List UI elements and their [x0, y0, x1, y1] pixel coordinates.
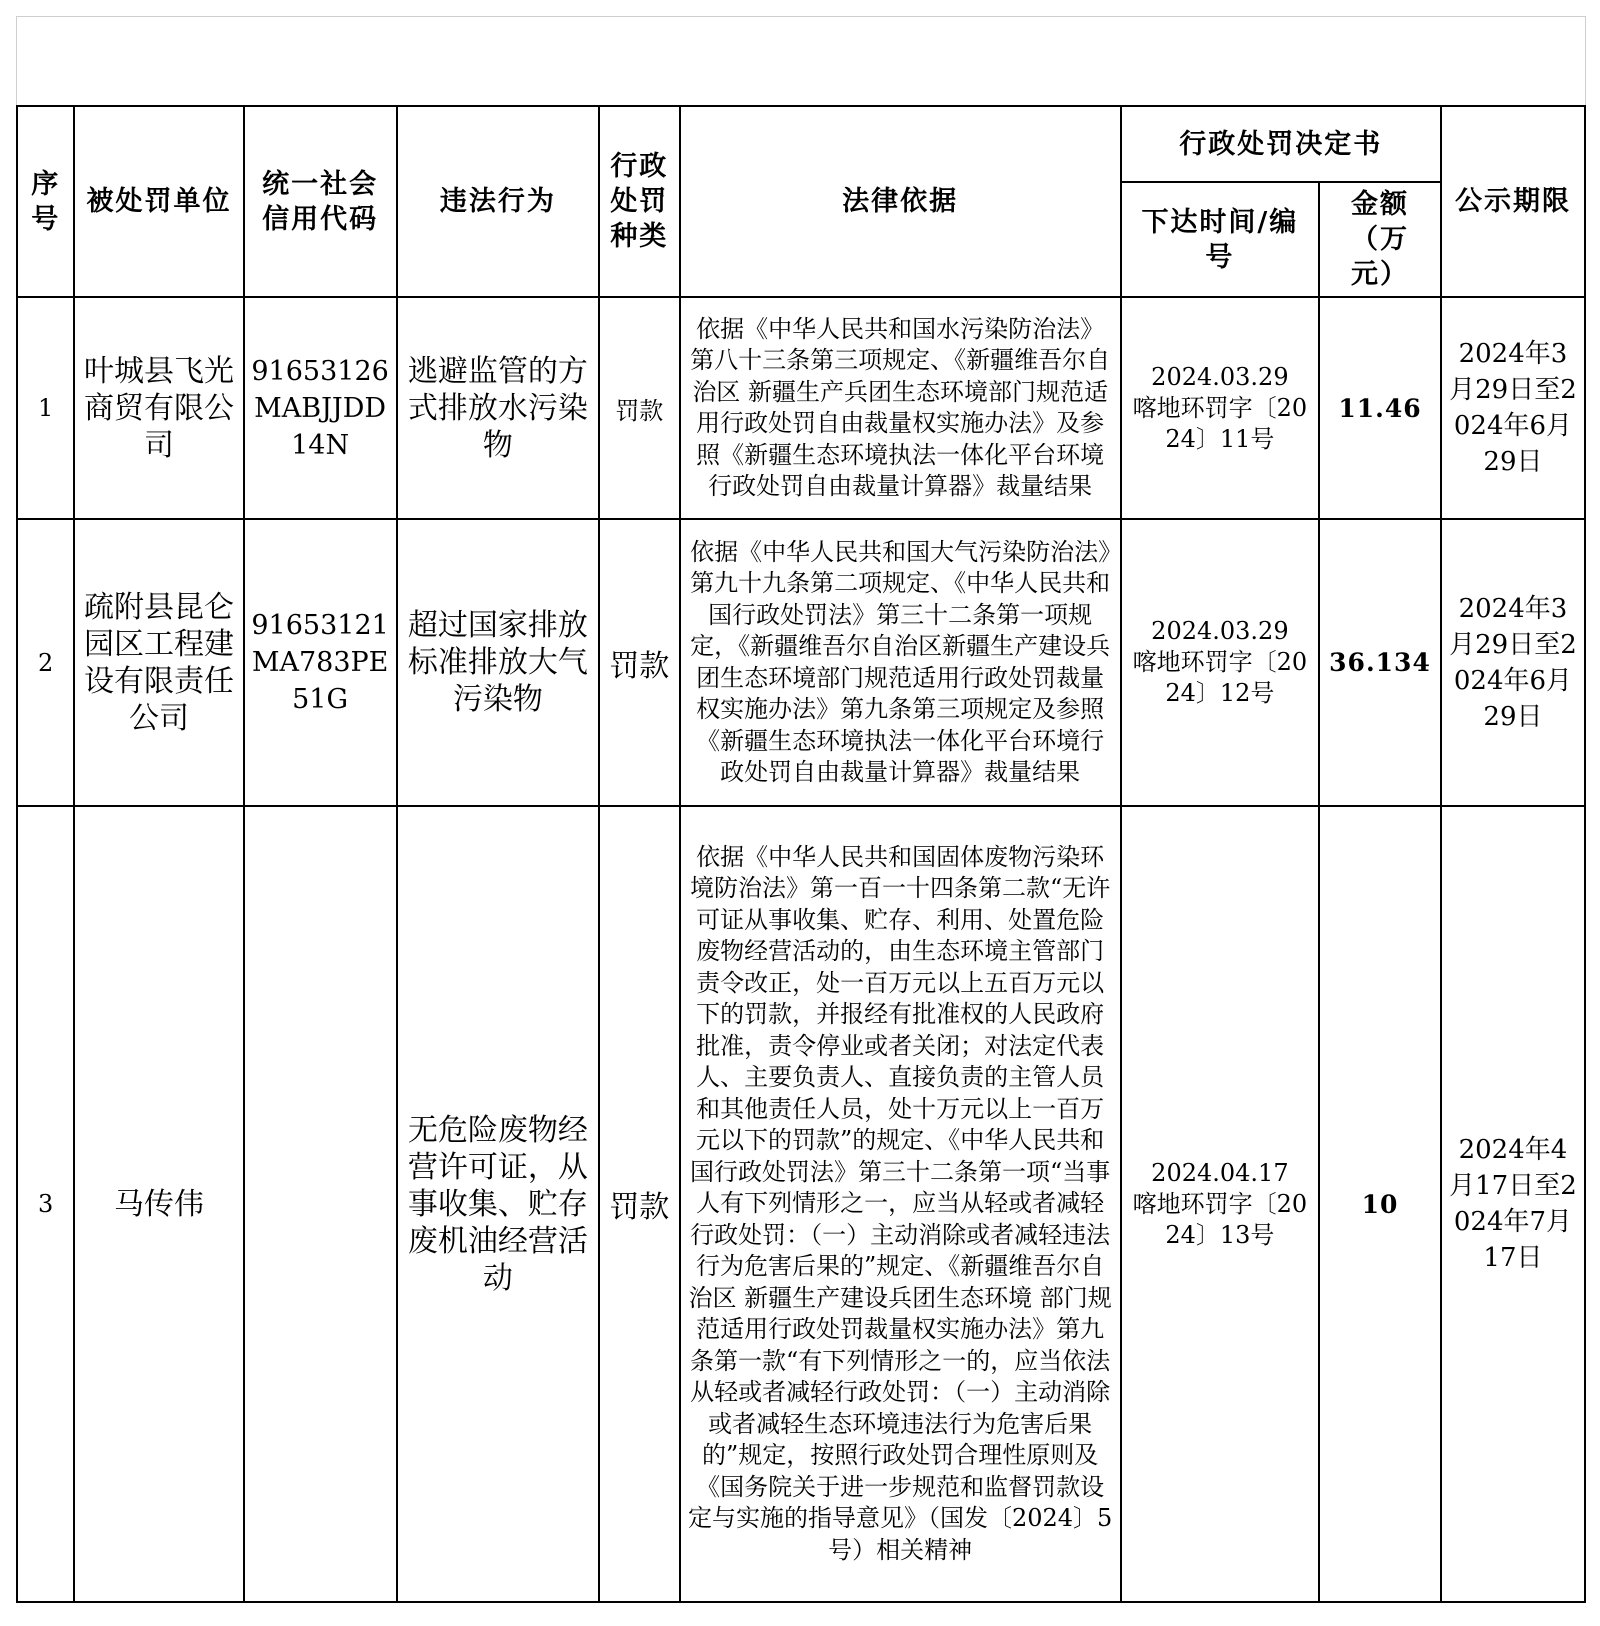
header-row-1 [17, 106, 1585, 182]
row-violation: 无危险废物经营许可证，从事收集、贮存废机油经营活动 [397, 806, 599, 1602]
row-amount: 36.134 [1319, 519, 1441, 806]
row-seq: 2 [17, 519, 74, 806]
row-seq: 1 [17, 297, 74, 519]
row-unit: 疏附县昆仑园区工程建设有限责任公司 [74, 519, 243, 806]
table-title-area [16, 16, 1586, 106]
row-decision-no: 喀地环罚字〔2024〕12号 [1132, 648, 1308, 707]
header-penalty-type: 行政处罚种类 [599, 106, 680, 297]
row-unit: 马传伟 [74, 806, 243, 1602]
row-decision-date: 2024.04.17 [1151, 1158, 1289, 1187]
header-code: 统一社会信用代码 [244, 106, 397, 297]
row-decision [1121, 297, 1319, 519]
row-penalty-type: 罚款 [599, 519, 680, 806]
row-decision [1121, 806, 1319, 1602]
row-amount: 11.46 [1319, 297, 1441, 519]
row-decision-date: 2024.03.29 [1151, 617, 1289, 645]
row-code: 91653126MABJJDD14N [244, 297, 397, 519]
header-decision-group: 行政处罚决定书 [1121, 106, 1441, 182]
header-violation: 违法行为 [397, 106, 599, 297]
row-legal-basis: 依据《中华人民共和国固体废物污染环境防治法》第一百一十四条第二款“无许可证从事收集、贮存、利用、处置危险废物经营活动的，由生态环境主管部门责令改正，处一百万元以上五百万元以下的罚款，并报经有批准权的人民政府批准，责令停业或者关闭；对法定代表人、主要负责人、直接负责的主管人员和其他责任人员，处十万元以上一百万元以下的罚款”的规定、《中华人民共和国行政处罚法》第三十二条第一项“当事人有下列情形之一，应当从轻或者减轻行政处罚：（一）主动消除或者减轻违法行为危害后果的”规定、《新疆维吾尔自治区 新疆生产建设兵团生态环境 部门规范适用行政处罚裁量权实施办法》第九条第一款“有下列情形之一的，应当依法从轻或者减轻行政处罚：（一）主动消除或者减轻生态环境违法行为危害后果的”规定，按照行政处罚合理性原则及《国务院关于进一步规范和监督罚款设定与实施的指导意见》（国发〔2024〕5号）相关精神 [680, 806, 1121, 1602]
row-amount: 10 [1319, 806, 1441, 1602]
row-period: 2024年3月29日至2024年6月29日 [1441, 297, 1585, 519]
header-legal-basis: 法律依据 [680, 106, 1121, 297]
row-unit: 叶城县飞光商贸有限公司 [74, 297, 243, 519]
table-row [17, 519, 1585, 806]
row-violation: 超过国家排放标准排放大气污染物 [397, 519, 599, 806]
header-period: 公示期限 [1441, 106, 1585, 297]
penalty-table [16, 105, 1586, 1603]
header-seq: 序号 [17, 106, 74, 297]
header-decision-time-no: 下达时间/编号 [1121, 182, 1319, 297]
row-legal-basis: 依据《中华人民共和国大气污染防治法》第九十九条第二项规定、《中华人民共和国行政处罚法》第三十二条第一项规定，《新疆维吾尔自治区新疆生产建设兵团生态环境部门规范适用行政处罚裁量权实施办法》第九条第三项规定及参照《新疆生态环境执法一体化平台环境行政处罚自由裁量计算器》裁量结果 [680, 519, 1121, 806]
row-code: 91653121MA783PE51G [244, 519, 397, 806]
row-decision-no: 喀地环罚字〔2024〕11号 [1132, 393, 1308, 453]
row-violation: 逃避监管的方式排放水污染物 [397, 297, 599, 519]
row-period: 2024年4月17日至2024年7月17日 [1441, 806, 1585, 1602]
header-unit: 被处罚单位 [74, 106, 243, 297]
row-seq: 3 [17, 806, 74, 1602]
header-amount: 金额（万元） [1319, 182, 1441, 297]
row-penalty-type: 罚款 [599, 806, 680, 1602]
row-period: 2024年3月29日至2024年6月29日 [1441, 519, 1585, 806]
table-row [17, 806, 1585, 1602]
row-code [244, 806, 397, 1602]
row-decision [1121, 519, 1319, 806]
row-penalty-type: 罚款 [599, 297, 680, 519]
row-decision-no: 喀地环罚字〔2024〕13号 [1132, 1189, 1308, 1249]
row-decision-date: 2024.03.29 [1151, 362, 1289, 391]
row-legal-basis: 依据《中华人民共和国水污染防治法》第八十三条第三项规定、《新疆维吾尔自治区 新疆生产兵团生态环境部门规范适用行政处罚自由裁量权实施办法》及参照《新疆生态环境执法一体化平台环境行政处罚自由裁量计算器》裁量结果 [680, 297, 1121, 519]
table-row [17, 297, 1585, 519]
